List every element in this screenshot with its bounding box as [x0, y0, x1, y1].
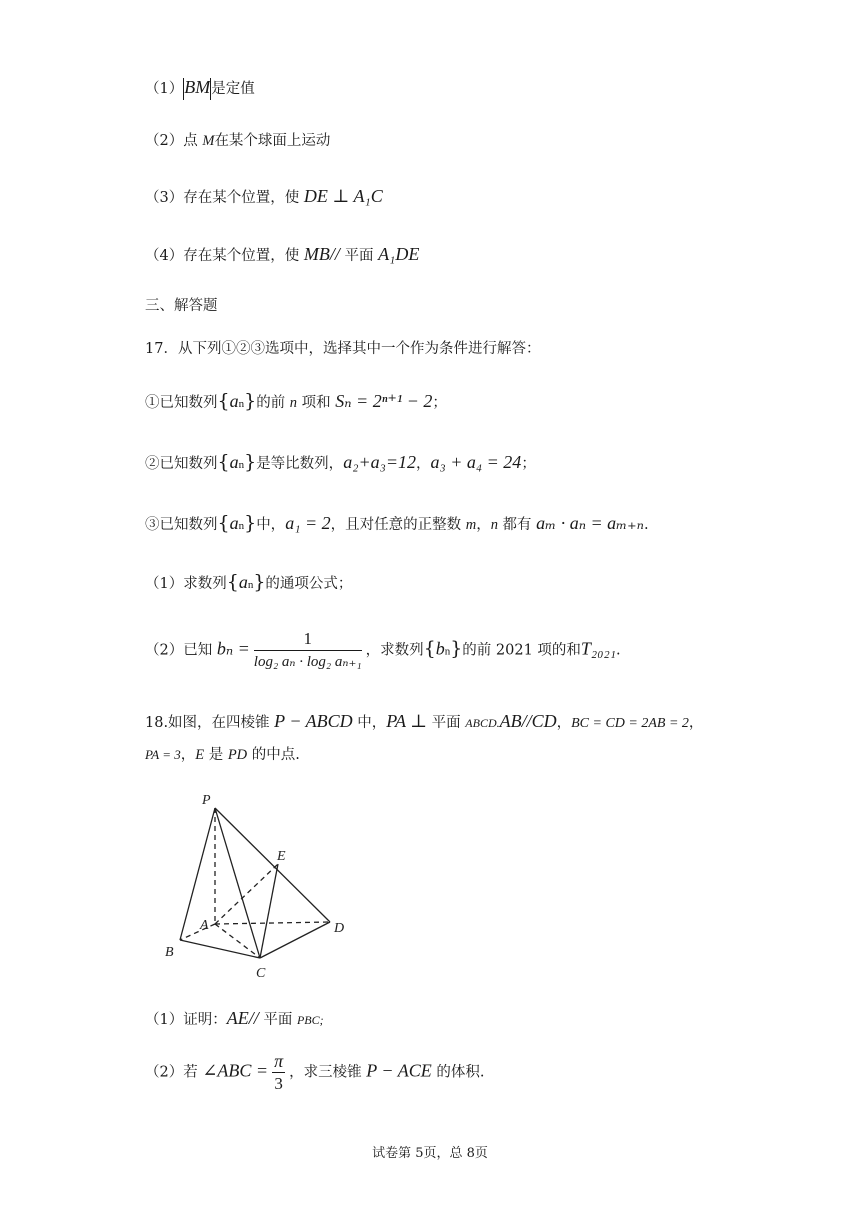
fraction: $\frac{1}{\text{log₂ aₙ · log₂ aₙ₊₁}}$: [253, 629, 362, 670]
item-4: （4）存在某个位置，使 MB// 平面 A₁DE: [145, 244, 420, 264]
item-1: （1）BM是定值: [145, 76, 255, 100]
label-b: B: [165, 945, 174, 960]
label-c: C: [256, 966, 266, 981]
page-footer: 试卷第 5页，总 8页: [372, 1146, 488, 1161]
pyramid-diagram: [160, 788, 360, 988]
section-heading: 三、解答题: [145, 298, 218, 314]
math-sn-formula: Sₙ = 2ⁿ⁺¹ − 2: [335, 391, 433, 411]
q17-option-2: ②已知数列{an}是等比数列，a₂+a₃=12，a₃ + a₄ = 24；: [145, 451, 536, 473]
math-bm: BM: [184, 77, 211, 97]
label-a: A: [200, 918, 209, 933]
edge-pb: [180, 808, 215, 940]
edge-ad: [215, 922, 330, 924]
q17-stem: 17．从下列①②③选项中，选择其中一个作为条件进行解答：: [145, 341, 541, 357]
edge-ab: [180, 924, 215, 940]
q18-stem-line-1: 18.如图，在四棱锥 P − ABCD 中，PA ⊥ 平面 ABCD.AB//CD，BC = CD = 2AB = 2，: [145, 711, 704, 731]
q17-sub-2: （2）已知 bₙ = $\frac{1}{\text{log₂ aₙ · log₂ aₙ₊₁}}$ ，求数列{bn}的前 2021 项的和T₂₀₂₁.: [145, 628, 621, 673]
item-3: （3）存在某个位置，使 DE ⊥ A₁C: [145, 186, 383, 206]
label-p: P: [202, 793, 211, 808]
q17-option-1: ①已知数列{an}的前 n 项和 Sₙ = 2ⁿ⁺¹ − 2；: [145, 390, 447, 412]
q18-sub-2: （2）若 ∠ABC = $\frac{\pi}{3}$ ，求三棱锥 P − ACE 的体积.: [145, 1051, 485, 1093]
label-d: D: [334, 921, 345, 936]
edge-bc: [180, 940, 260, 958]
fraction-pi-over-3: $\frac{\pi}{3}$: [274, 1051, 284, 1093]
q17-option-3: ③已知数列{an}中，a₁ = 2，且对任意的正整数 m，n 都有 aₘ · aₙ = aₘ₊ₙ.: [145, 512, 649, 534]
label-e: E: [277, 849, 286, 864]
pyramid-figure: [160, 788, 360, 988]
math-de-perp: DE ⊥ A₁C: [303, 186, 383, 206]
q18-sub-1: （1）证明：AE// 平面 PBC;: [145, 1008, 324, 1028]
q17-sub-1: （1）求数列{an}的通项公式；: [145, 571, 353, 593]
q18-stem-line-2: PA = 3，E 是 PD 的中点.: [145, 747, 300, 763]
item-2: （2）点 M在某个球面上运动: [145, 133, 331, 149]
edge-cd: [260, 922, 330, 958]
